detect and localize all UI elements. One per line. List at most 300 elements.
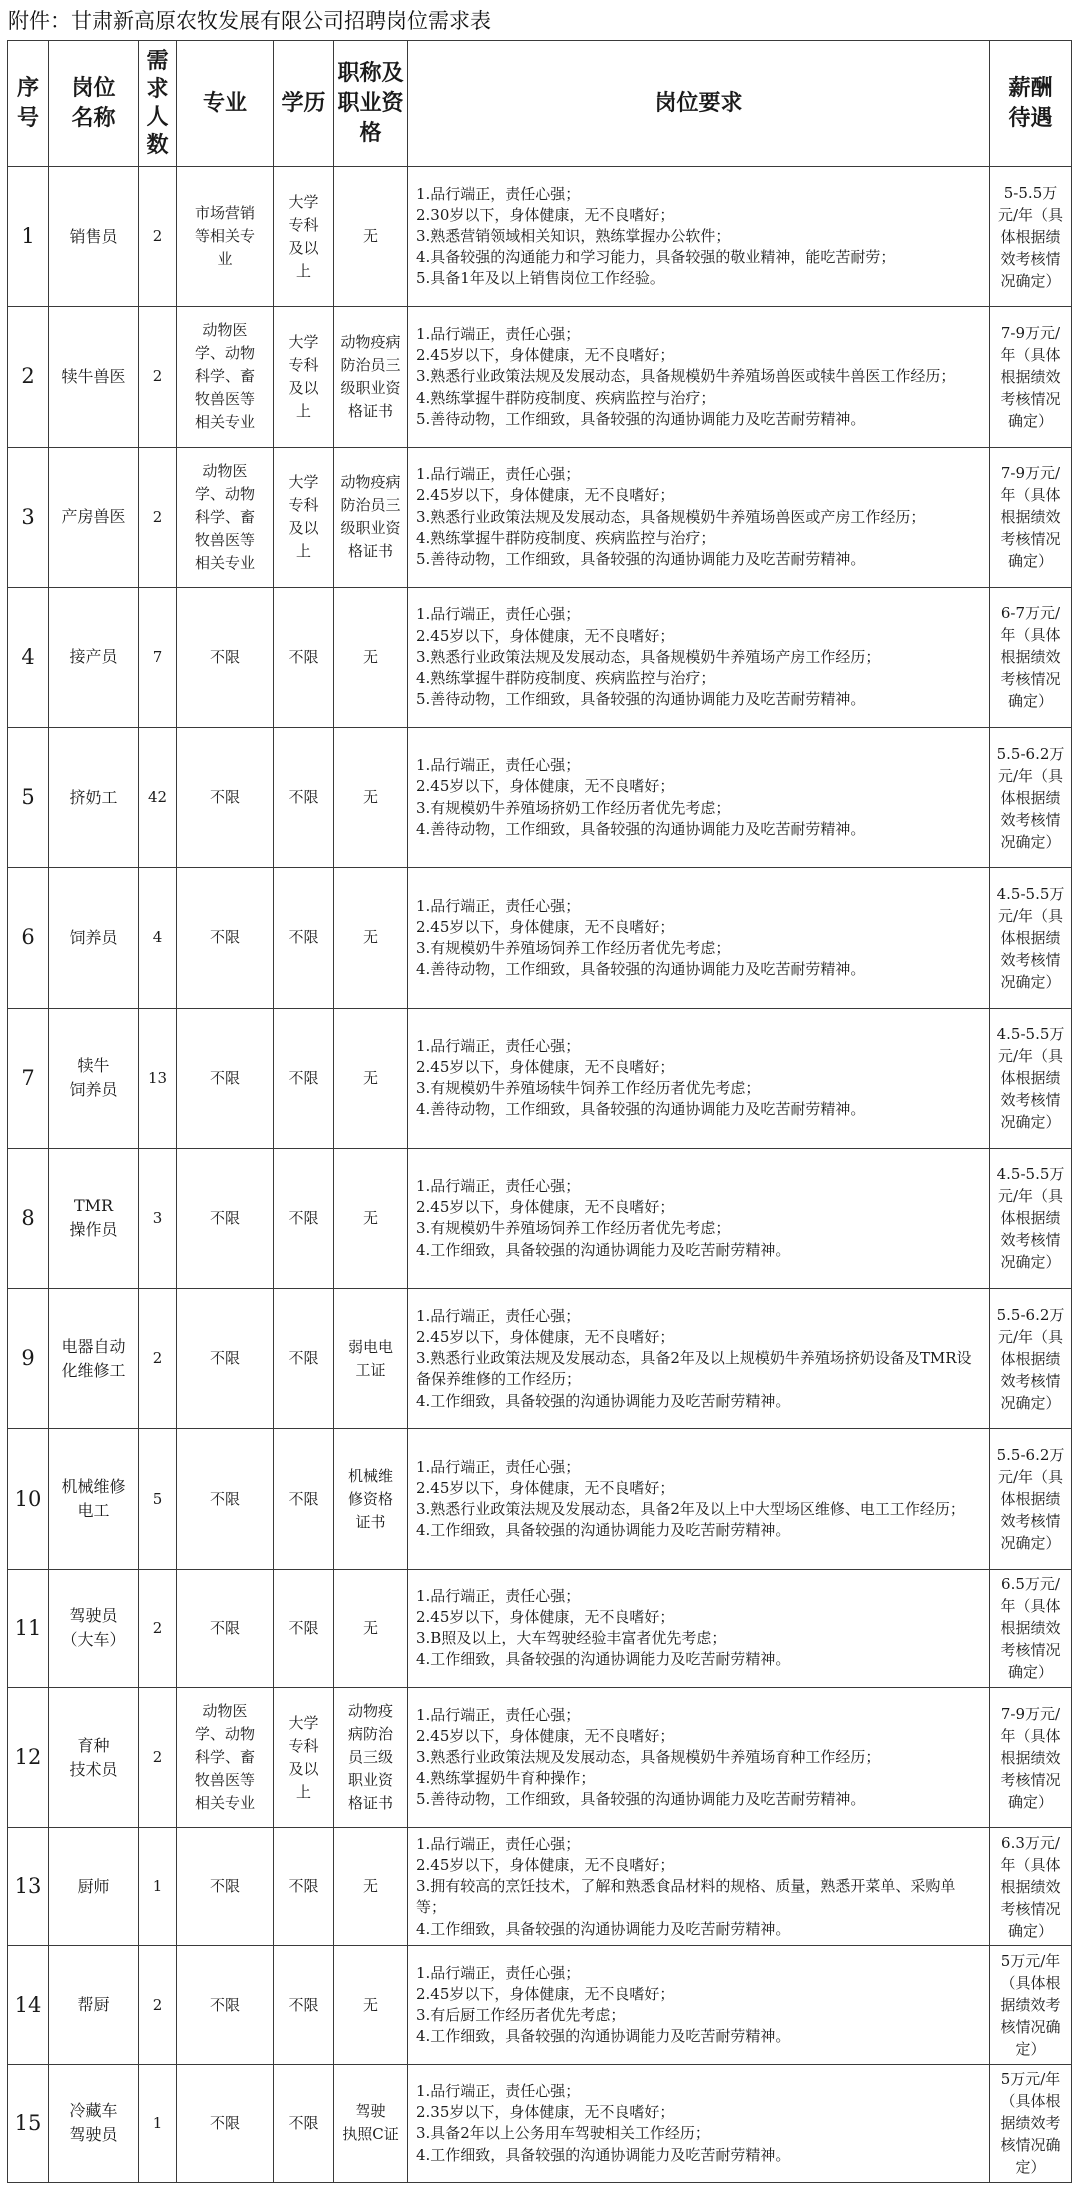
requirement-item: 5.善待动物，工作细致，具备较强的沟通协调能力及吃苦耐劳精神。: [416, 1790, 866, 1809]
requirement-item: 1.品行端正，责任心强；: [416, 1586, 581, 1605]
cell-line: 病防治: [347, 1725, 393, 1744]
cell-line: 不限: [209, 1068, 240, 1087]
cell-education: [274, 1946, 334, 2064]
cell-line: 育种: [77, 1735, 110, 1755]
cell-line: 上: [295, 542, 311, 561]
cell-major: [177, 868, 274, 1008]
cell-line: 销售员: [69, 226, 118, 246]
requirement-item: 4.熟练掌握牛群防疫制度、疾病监控与治疗；: [416, 528, 716, 547]
cell-line: 修资格: [347, 1489, 393, 1508]
cell-position: [49, 728, 139, 868]
requirement-item: 4.熟练掌握牛群防疫制度、疾病监控与治疗；: [416, 669, 716, 688]
cell-line: 专科: [288, 215, 319, 234]
cell-education: [274, 728, 334, 868]
cell-requirements: [408, 1008, 990, 1148]
cell-major: [177, 2064, 274, 2182]
cell-line: 不限: [209, 1995, 240, 2014]
cell-requirements: [408, 2064, 990, 2182]
cell-no: 11: [8, 1569, 49, 1687]
requirement-item: 5.善待动物，工作细致，具备较强的沟通协调能力及吃苦耐劳精神。: [416, 690, 866, 709]
cell-line: 驾驶员: [69, 2125, 118, 2145]
requirement-item: 4.工作细致，具备较强的沟通协调能力及吃苦耐劳精神。: [416, 2145, 791, 2164]
requirement-item: 2.35岁以下，身体健康，无不良嗜好；: [416, 2103, 675, 2122]
cell-line: 无: [362, 788, 378, 807]
cell-education: [274, 167, 334, 307]
cell-line: 及以: [288, 378, 319, 397]
table-row: [8, 167, 1072, 307]
cell-no: 2: [8, 307, 49, 447]
cell-line: 无: [362, 227, 378, 246]
cell-line: 及以: [288, 1759, 319, 1778]
cell-line: 不限: [209, 1208, 240, 1227]
requirement-item: 2.45岁以下，身体健康，无不良嗜好；: [416, 1478, 675, 1497]
cell-line: 帮厨: [77, 1995, 110, 2014]
requirement-item: 1.品行端正，责任心强；: [416, 1036, 581, 1055]
cell-line: 格证书: [347, 1794, 393, 1813]
table-row: [8, 1429, 1072, 1569]
header-row: [8, 41, 1072, 167]
cell-major: [177, 1289, 274, 1429]
cell-line: 动物疫: [347, 1702, 393, 1721]
cell-line: 市场营销: [194, 204, 255, 223]
requirement-item: 3.熟悉行业政策法规及发展动态，具备2年及以上规模奶牛养殖场挤奶设备及TMR设备保养维修的工作经历；: [416, 1349, 972, 1389]
cell-line: 科学、畜: [194, 367, 255, 386]
cell-line: 动物医: [202, 1702, 248, 1721]
cell-no: 15: [8, 2064, 49, 2182]
cell-line: 及以: [288, 238, 319, 257]
cell-line: 防治员三: [340, 355, 401, 374]
cell-requirements: [408, 1429, 990, 1569]
requirement-item: 5.善待动物，工作细致，具备较强的沟通协调能力及吃苦耐劳精神。: [416, 549, 866, 568]
requirement-item: 1.品行端正，责任心强；: [416, 1705, 581, 1724]
requirement-item: 1.品行端正，责任心强；: [416, 1834, 581, 1853]
cell-count: 5: [139, 1429, 177, 1569]
requirement-item: 2.45岁以下，身体健康，无不良嗜好；: [416, 626, 675, 645]
header-salary: 薪酬 待遇: [990, 41, 1072, 167]
cell-line: 不限: [209, 928, 240, 947]
cell-line: 不限: [209, 1877, 240, 1896]
cell-line: 技术员: [69, 1759, 118, 1779]
cell-position: [49, 1148, 139, 1288]
requirement-item: 2.45岁以下，身体健康，无不良嗜好；: [416, 1608, 675, 1627]
requirement-item: 1.品行端正，责任心强；: [416, 2081, 581, 2100]
requirement-item: 3.熟悉行业政策法规及发展动态，具备规模奶牛养殖场兽医或犊牛兽医工作经历；: [416, 367, 956, 386]
cell-line: 职业资: [347, 1771, 393, 1790]
cell-education: [274, 307, 334, 447]
cell-line: 不限: [288, 2113, 319, 2132]
cell-count: 3: [139, 1148, 177, 1288]
cell-education: [274, 1569, 334, 1687]
cell-line: 不限: [288, 647, 319, 666]
cell-qualification: [334, 1008, 408, 1148]
cell-education: [274, 1429, 334, 1569]
cell-line: 无: [362, 647, 378, 666]
requirement-item: 2.45岁以下，身体健康，无不良嗜好；: [416, 1984, 675, 2003]
requirement-item: 2.45岁以下，身体健康，无不良嗜好；: [416, 1855, 675, 1874]
cell-line: 牧兽医等: [194, 390, 255, 409]
table-row: [8, 2064, 1072, 2182]
requirement-item: 1.品行端正，责任心强；: [416, 896, 581, 915]
cell-line: 犊牛: [77, 1056, 110, 1076]
cell-education: [274, 2064, 334, 2182]
cell-line: 不限: [288, 1995, 319, 2014]
requirement-item: 1.品行端正，责任心强；: [416, 1457, 581, 1476]
cell-qualification: [334, 307, 408, 447]
cell-line: 防治员三: [340, 496, 401, 515]
requirement-item: 5.具备1年及以上销售岗位工作经验。: [416, 269, 665, 288]
requirement-item: 3.熟悉行业政策法规及发展动态，具备规模奶牛养殖场育种工作经历；: [416, 1747, 881, 1766]
requirement-item: 2.45岁以下，身体健康，无不良嗜好；: [416, 346, 675, 365]
requirement-item: 1.品行端正，责任心强；: [416, 1963, 581, 1982]
cell-line: 专科: [288, 1736, 319, 1755]
cell-line: 大学: [288, 332, 319, 351]
cell-line: 挤奶工: [69, 787, 118, 807]
cell-line: 专科: [288, 355, 319, 374]
cell-count: 1: [139, 2064, 177, 2182]
requirement-item: 4.熟练掌握奶牛育种操作；: [416, 1769, 596, 1788]
requirement-item: 3.有规模奶牛养殖场饲养工作经历者优先考虑；: [416, 938, 731, 957]
cell-line: 不限: [288, 1877, 319, 1896]
cell-position: [49, 167, 139, 307]
cell-qualification: [334, 1946, 408, 2064]
cell-education: [274, 1289, 334, 1429]
cell-line: 不限: [288, 1068, 319, 1087]
cell-no: 6: [8, 868, 49, 1008]
requirement-item: 1.品行端正，责任心强；: [416, 756, 581, 775]
cell-education: [274, 1828, 334, 1946]
requirement-item: 3.拥有较高的烹饪技术，了解和熟悉食品材料的规格、质量，熟悉开菜单、采购单等；: [416, 1877, 956, 1917]
cell-no: 4: [8, 587, 49, 727]
requirement-item: 4.善待动物，工作细致，具备较强的沟通协调能力及吃苦耐劳精神。: [416, 819, 866, 838]
requirement-item: 2.45岁以下，身体健康，无不良嗜好；: [416, 1198, 675, 1217]
cell-requirements: [408, 307, 990, 447]
cell-no: 8: [8, 1148, 49, 1288]
cell-line: 不限: [288, 1349, 319, 1368]
cell-qualification: [334, 167, 408, 307]
header-qualification: 职称及 职业资 格: [334, 41, 408, 167]
cell-line: 冷藏车: [69, 2101, 118, 2121]
cell-line: 不限: [288, 1208, 319, 1227]
cell-line: 操作员: [69, 1220, 118, 1240]
cell-line: 学、动物: [194, 484, 255, 503]
cell-line: 电工: [77, 1501, 110, 1521]
cell-line: 格证书: [347, 401, 393, 420]
cell-qualification: [334, 1289, 408, 1429]
cell-major: [177, 1429, 274, 1569]
requirement-item: 3.熟悉行业政策法规及发展动态，具备规模奶牛养殖场兽医或产房工作经历；: [416, 507, 926, 526]
cell-line: 大学: [288, 1713, 319, 1732]
cell-requirements: [408, 1828, 990, 1946]
cell-line: 弱电电: [347, 1337, 393, 1356]
cell-line: 无: [362, 1877, 378, 1896]
cell-qualification: [334, 728, 408, 868]
cell-count: 2: [139, 1687, 177, 1827]
cell-position: [49, 1429, 139, 1569]
cell-qualification: [334, 1569, 408, 1687]
cell-line: 动物疫病: [340, 332, 401, 351]
cell-major: [177, 447, 274, 587]
requirement-item: 1.品行端正，责任心强；: [416, 1177, 581, 1196]
cell-count: 2: [139, 1569, 177, 1687]
cell-major: [177, 307, 274, 447]
cell-line: 不限: [209, 2113, 240, 2132]
requirement-item: 1.品行端正，责任心强；: [416, 465, 581, 484]
cell-line: 等相关专: [194, 227, 255, 246]
cell-line: 大学: [288, 473, 319, 492]
cell-line: 相关专业: [194, 1794, 255, 1813]
cell-position: [49, 307, 139, 447]
requirement-item: 4.具备较强的沟通能力和学习能力，具备较强的敬业精神，能吃苦耐劳；: [416, 248, 896, 267]
cell-line: 上: [295, 261, 311, 280]
requirement-item: 4.工作细致，具备较强的沟通协调能力及吃苦耐劳精神。: [416, 1650, 791, 1669]
cell-no: 13: [8, 1828, 49, 1946]
cell-salary: 6-7万元/年（具体根据绩效考核情况确定）: [990, 587, 1072, 727]
requirement-item: 5.善待动物，工作细致，具备较强的沟通协调能力及吃苦耐劳精神。: [416, 409, 866, 428]
cell-education: [274, 447, 334, 587]
cell-line: 执照C证: [342, 2125, 399, 2144]
requirement-item: 3.熟悉营销领域相关知识，熟练掌握办公软件；: [416, 227, 731, 246]
cell-line: 不限: [209, 1489, 240, 1508]
requirement-item: 3.熟悉行业政策法规及发展动态，具备2年及以上中大型场区维修、电工工作经历；: [416, 1500, 965, 1519]
cell-line: 不限: [288, 928, 319, 947]
table-row: [8, 728, 1072, 868]
requirement-item: 4.工作细致，具备较强的沟通协调能力及吃苦耐劳精神。: [416, 2027, 791, 2046]
header-count: 需 求 人 数: [139, 41, 177, 167]
cell-position: [49, 587, 139, 727]
cell-count: 7: [139, 587, 177, 727]
cell-line: 饲养员: [69, 927, 118, 947]
cell-line: 学、动物: [194, 344, 255, 363]
cell-line: 无: [362, 1618, 378, 1637]
cell-education: [274, 1008, 334, 1148]
cell-count: 42: [139, 728, 177, 868]
cell-line: 机械维: [347, 1466, 393, 1485]
cell-line: 专科: [288, 496, 319, 515]
cell-salary: 5万元/年（具体根据绩效考核情况确定）: [990, 1946, 1072, 2064]
requirement-item: 4.工作细致，具备较强的沟通协调能力及吃苦耐劳精神。: [416, 1521, 791, 1540]
cell-major: [177, 167, 274, 307]
cell-education: [274, 868, 334, 1008]
cell-no: 1: [8, 167, 49, 307]
cell-salary: 4.5-5.5万元/年（具体根据绩效考核情况确定）: [990, 1008, 1072, 1148]
cell-line: 产房兽医: [61, 507, 126, 527]
cell-line: 科学、畜: [194, 1748, 255, 1767]
cell-line: 证书: [355, 1512, 386, 1531]
cell-line: 犊牛兽医: [61, 366, 126, 386]
cell-major: [177, 1687, 274, 1827]
cell-major: [177, 1148, 274, 1288]
cell-line: 厨师: [77, 1876, 110, 1896]
table-row: [8, 307, 1072, 447]
requirement-item: 2.30岁以下，身体健康，无不良嗜好；: [416, 205, 675, 224]
document-title: 附件：甘肃新高原农牧发展有限公司招聘岗位需求表: [8, 9, 491, 33]
requirement-item: 2.45岁以下，身体健康，无不良嗜好；: [416, 1726, 675, 1745]
cell-line: 动物医: [202, 321, 248, 340]
cell-no: 12: [8, 1687, 49, 1827]
cell-no: 14: [8, 1946, 49, 2064]
cell-salary: 6.5万元/年（具体根据绩效考核情况确定）: [990, 1569, 1072, 1687]
cell-line: 接产员: [69, 647, 118, 667]
cell-education: [274, 587, 334, 727]
requirement-item: 2.45岁以下，身体健康，无不良嗜好；: [416, 1058, 675, 1077]
cell-line: 上: [295, 401, 311, 420]
cell-major: [177, 587, 274, 727]
cell-position: [49, 447, 139, 587]
requirement-item: 1.品行端正，责任心强；: [416, 184, 581, 203]
cell-requirements: [408, 728, 990, 868]
requirement-item: 4.善待动物，工作细致，具备较强的沟通协调能力及吃苦耐劳精神。: [416, 1100, 866, 1119]
cell-major: [177, 728, 274, 868]
requirement-item: 1.品行端正，责任心强；: [416, 1306, 581, 1325]
cell-line: （大车）: [61, 1630, 126, 1650]
requirement-item: 2.45岁以下，身体健康，无不良嗜好；: [416, 777, 675, 796]
table-row: [8, 1289, 1072, 1429]
cell-line: 学、动物: [194, 1725, 255, 1744]
cell-line: 无: [362, 1995, 378, 2014]
cell-count: 2: [139, 167, 177, 307]
cell-line: 不限: [288, 1618, 319, 1637]
requirement-item: 3.有规模奶牛养殖场犊牛饲养工作经历者优先考虑；: [416, 1079, 761, 1098]
cell-qualification: [334, 1687, 408, 1827]
cell-line: 无: [362, 1068, 378, 1087]
cell-requirements: [408, 1569, 990, 1687]
cell-count: 2: [139, 1946, 177, 2064]
cell-salary: 6.3万元/年（具体根据绩效考核情况确定）: [990, 1828, 1072, 1946]
cell-line: 级职业资: [340, 519, 401, 538]
cell-position: [49, 1569, 139, 1687]
cell-line: 动物疫病: [340, 473, 401, 492]
header-no: 序 号: [8, 41, 49, 167]
cell-salary: 5.5-6.2万元/年（具体根据绩效考核情况确定）: [990, 1429, 1072, 1569]
table-row: [8, 1687, 1072, 1827]
cell-line: 不限: [209, 1349, 240, 1368]
cell-line: 级职业资: [340, 378, 401, 397]
cell-line: 动物医: [202, 461, 248, 480]
cell-line: 业: [217, 250, 233, 269]
cell-line: 牧兽医等: [194, 1771, 255, 1790]
cell-position: [49, 1289, 139, 1429]
table-row: [8, 1569, 1072, 1687]
table-row: [8, 447, 1072, 587]
cell-position: [49, 1687, 139, 1827]
cell-line: 无: [362, 928, 378, 947]
cell-no: 5: [8, 728, 49, 868]
cell-salary: 5-5.5万元/年（具体根据绩效考核情况确定）: [990, 167, 1072, 307]
cell-major: [177, 1828, 274, 1946]
requirement-item: 4.工作细致，具备较强的沟通协调能力及吃苦耐劳精神。: [416, 1240, 791, 1259]
table-row: [8, 1148, 1072, 1288]
cell-requirements: [408, 1687, 990, 1827]
requirement-item: 3.具备2年以上公务用车驾驶相关工作经历；: [416, 2124, 710, 2143]
cell-line: 化维修工: [61, 1360, 126, 1380]
requirement-item: 4.工作细致，具备较强的沟通协调能力及吃苦耐劳精神。: [416, 1391, 791, 1410]
table-row: [8, 1946, 1072, 2064]
cell-line: 格证书: [347, 542, 393, 561]
cell-requirements: [408, 1148, 990, 1288]
cell-line: 员三级: [347, 1748, 393, 1767]
header-major: 专业: [177, 41, 274, 167]
cell-count: 1: [139, 1828, 177, 1946]
requirement-item: 2.45岁以下，身体健康，无不良嗜好；: [416, 1327, 675, 1346]
cell-requirements: [408, 868, 990, 1008]
cell-salary: 4.5-5.5万元/年（具体根据绩效考核情况确定）: [990, 868, 1072, 1008]
cell-line: 不限: [288, 1489, 319, 1508]
cell-no: 7: [8, 1008, 49, 1148]
cell-line: 机械维修: [61, 1477, 126, 1497]
cell-qualification: [334, 2064, 408, 2182]
cell-line: 电器自动: [61, 1336, 126, 1356]
cell-no: 10: [8, 1429, 49, 1569]
table-row: [8, 868, 1072, 1008]
cell-no: 9: [8, 1289, 49, 1429]
table-body: [8, 167, 1072, 2183]
cell-count: 13: [139, 1008, 177, 1148]
cell-count: 2: [139, 307, 177, 447]
cell-salary: 7-9万元/年（具体根据绩效考核情况确定）: [990, 447, 1072, 587]
cell-qualification: [334, 1429, 408, 1569]
cell-position: [49, 1008, 139, 1148]
cell-count: 2: [139, 447, 177, 587]
cell-education: [274, 1687, 334, 1827]
cell-line: TMR: [73, 1196, 114, 1216]
cell-requirements: [408, 587, 990, 727]
cell-line: 不限: [288, 788, 319, 807]
cell-salary: 5万元/年（具体根据绩效考核情况确定）: [990, 2064, 1072, 2182]
cell-requirements: [408, 447, 990, 587]
cell-line: 无: [362, 1208, 378, 1227]
cell-position: [49, 1828, 139, 1946]
header-position: 岗位 名称: [49, 41, 139, 167]
requirement-item: 4.工作细致，具备较强的沟通协调能力及吃苦耐劳精神。: [416, 1919, 791, 1938]
cell-position: [49, 2064, 139, 2182]
cell-line: 驾驶员: [69, 1606, 118, 1626]
cell-line: 上: [295, 1782, 311, 1801]
cell-position: [49, 1946, 139, 2064]
requirement-item: 3.有后厨工作经历者优先考虑；: [416, 2006, 626, 2024]
cell-qualification: [334, 1828, 408, 1946]
cell-line: 大学: [288, 192, 319, 211]
cell-position: [49, 868, 139, 1008]
recruitment-table: [7, 40, 1072, 2183]
header-requirements: 岗位要求: [408, 41, 990, 167]
cell-line: 饲养员: [69, 1080, 118, 1100]
requirement-item: 2.45岁以下，身体健康，无不良嗜好；: [416, 486, 675, 505]
table-row: [8, 1828, 1072, 1946]
cell-salary: 5.5-6.2万元/年（具体根据绩效考核情况确定）: [990, 728, 1072, 868]
requirement-item: 1.品行端正，责任心强；: [416, 324, 581, 343]
requirement-item: 3.B照及以上，大车驾驶经验丰富者优先考虑；: [416, 1629, 727, 1648]
cell-requirements: [408, 1289, 990, 1429]
cell-line: 相关专业: [194, 553, 255, 572]
cell-line: 不限: [209, 788, 240, 807]
cell-requirements: [408, 1946, 990, 2064]
cell-count: 2: [139, 1289, 177, 1429]
cell-line: 不限: [209, 647, 240, 666]
cell-line: 相关专业: [194, 413, 255, 432]
requirement-item: 3.熟悉行业政策法规及发展动态，具备规模奶牛养殖场产房工作经历；: [416, 647, 881, 666]
table-row: [8, 1008, 1072, 1148]
cell-salary: 7-9万元/年（具体根据绩效考核情况确定）: [990, 307, 1072, 447]
cell-salary: 7-9万元/年（具体根据绩效考核情况确定）: [990, 1687, 1072, 1827]
requirement-item: 1.品行端正，责任心强；: [416, 605, 581, 624]
header-education: 学历: [274, 41, 334, 167]
cell-major: [177, 1946, 274, 2064]
requirement-item: 4.善待动物，工作细致，具备较强的沟通协调能力及吃苦耐劳精神。: [416, 960, 866, 979]
cell-salary: 5.5-6.2万元/年（具体根据绩效考核情况确定）: [990, 1289, 1072, 1429]
cell-qualification: [334, 587, 408, 727]
requirement-item: 3.有规模奶牛养殖场挤奶工作经历者优先考虑；: [416, 798, 731, 817]
cell-line: 牧兽医等: [194, 530, 255, 549]
